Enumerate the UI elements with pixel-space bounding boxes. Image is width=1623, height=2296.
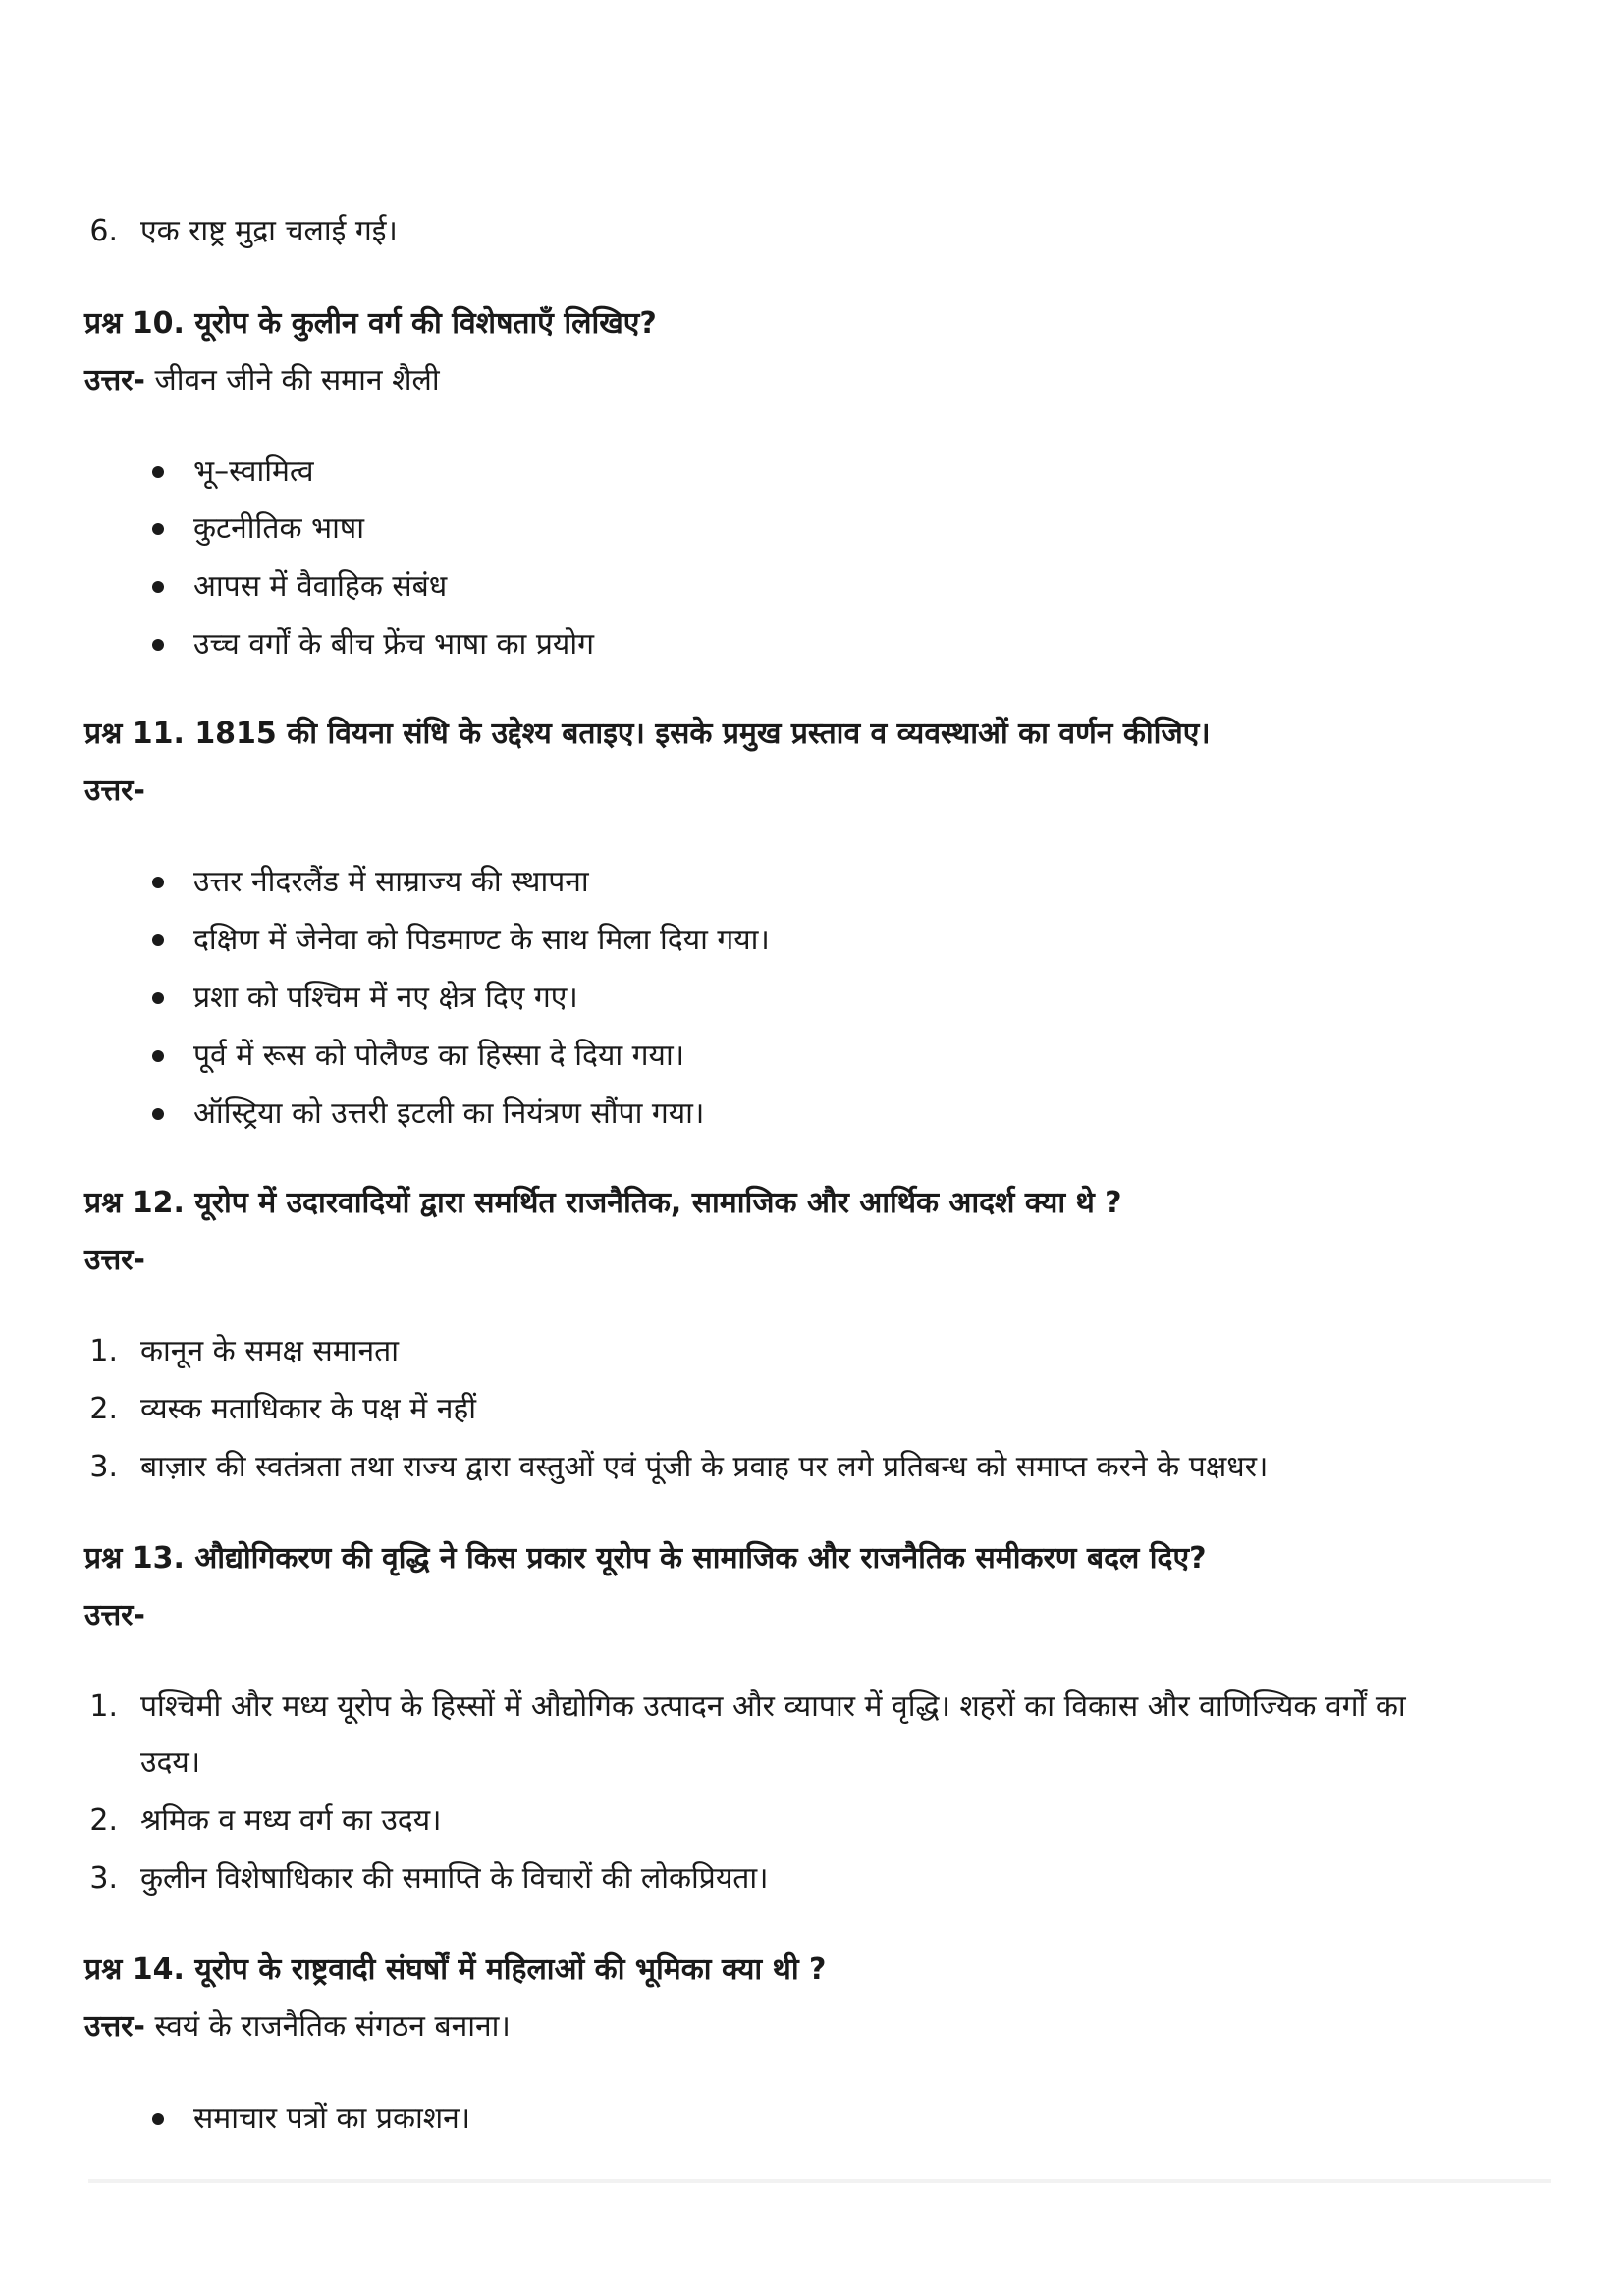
list-number: 3. bbox=[89, 1861, 118, 1896]
bullet-item: भू–स्वामित्व bbox=[193, 454, 314, 489]
answer-14 bbox=[84, 2007, 511, 2047]
list-number: 6. bbox=[89, 214, 118, 248]
list-item-text: कुलीन विशेषाधिकार की समाप्ति के विचारों की लोकप्रियता। bbox=[140, 1861, 769, 1896]
list-number: 2. bbox=[89, 1803, 118, 1838]
list-item-text: कानून के समक्ष समानता bbox=[140, 1334, 399, 1368]
list-number: 3. bbox=[89, 1450, 118, 1484]
list-item-text: एक राष्ट्र मुद्रा चलाई गई। bbox=[140, 214, 398, 248]
question-12: प्रश्न 12. यूरोप में उदारवादियों द्वारा समर्थित राजनैतिक, सामाजिक और आर्थिक आदर्श क्या थे ? bbox=[84, 1186, 1122, 1220]
bullet-item: उच्च वर्गों के बीच फ्रेंच भाषा का प्रयोग bbox=[193, 627, 594, 662]
bullet-item: उत्तर नीदरलैंड में साम्राज्य की स्थापना bbox=[193, 865, 589, 899]
question-10: प्रश्न 10. यूरोप के कुलीन वर्ग की विशेषताएँ लिखिए? bbox=[84, 306, 657, 341]
answer-label: उत्तर- bbox=[84, 363, 145, 398]
bullet-item: दक्षिण में जेनेवा को पिडमाण्ट के साथ मिला दिया गया। bbox=[193, 923, 770, 957]
answer-label: उत्तर- bbox=[84, 2009, 145, 2044]
bullet-item: आपस में वैवाहिक संबंध bbox=[193, 569, 448, 604]
bullet-icon bbox=[152, 877, 164, 888]
list-number: 1. bbox=[89, 1689, 118, 1724]
bullet-icon bbox=[152, 992, 164, 1004]
list-item-text: व्यस्क मताधिकार के पक्ष में नहीं bbox=[140, 1392, 477, 1426]
list-item-text-continued: उदय। bbox=[140, 1745, 201, 1780]
bullet-item: पूर्व में रूस को पोलैण्ड का हिस्सा दे दिया गया। bbox=[193, 1039, 685, 1073]
list-number: 1. bbox=[89, 1334, 118, 1368]
question-14: प्रश्न 14. यूरोप के राष्ट्रवादी संघर्षों में महिलाओं की भूमिका क्या थी ? bbox=[84, 1952, 827, 1987]
bullet-item: समाचार पत्रों का प्रकाशन। bbox=[193, 2102, 471, 2136]
question-11: प्रश्न 11. 1815 की वियना संधि के उद्देश्य बताइए। इसके प्रमुख प्रस्ताव व व्यवस्थाओं का वर्णन कीजिए। bbox=[84, 717, 1211, 751]
list-item-text: बाज़ार की स्वतंत्रता तथा राज्य द्वारा वस्तुओं एवं पूंजी के प्रवाह पर लगे प्रतिबन्ध को समाप्त करने के पक्षधर। bbox=[140, 1450, 1269, 1484]
bullet-icon bbox=[152, 2113, 164, 2125]
bullet-icon bbox=[152, 1050, 164, 1062]
bullet-icon bbox=[152, 581, 164, 593]
question-13: प्रश्न 13. औद्योगिकरण की वृद्धि ने किस प्रकार यूरोप के सामाजिक और राजनैतिक समीकरण बदल दिए? bbox=[84, 1541, 1207, 1575]
answer-label: उत्तर- bbox=[84, 1598, 145, 1632]
list-item-text: पश्चिमी और मध्य यूरोप के हिस्सों में औद्योगिक उत्पादन और व्यापार में वृद्धि। शहरों का विकास और वाणिज्यिक वर्गों का bbox=[140, 1689, 1406, 1724]
bullet-icon bbox=[152, 639, 164, 651]
answer-label: उत्तर- bbox=[84, 1243, 145, 1277]
bullet-icon bbox=[152, 466, 164, 478]
bullet-item: कुटनीतिक भाषा bbox=[193, 511, 364, 546]
answer-label: उत्तर- bbox=[84, 774, 145, 808]
bullet-icon bbox=[152, 1108, 164, 1120]
list-item-text: श्रमिक व मध्य वर्ग का उदय। bbox=[140, 1803, 442, 1838]
footer-divider bbox=[88, 2179, 1551, 2183]
answer-text: स्वयं के राजनैतिक संगठन बनाना। bbox=[144, 2009, 511, 2044]
answer-10 bbox=[84, 361, 440, 400]
bullet-icon bbox=[152, 523, 164, 535]
bullet-item: ऑस्ट्रिया को उत्तरी इटली का नियंत्रण सौंपा गया। bbox=[193, 1096, 705, 1131]
answer-text: जीवन जीने की समान शैली bbox=[144, 363, 440, 398]
bullet-icon bbox=[152, 934, 164, 946]
list-number: 2. bbox=[89, 1392, 118, 1426]
bullet-item: प्रशा को पश्चिम में नए क्षेत्र दिए गए। bbox=[193, 981, 578, 1015]
